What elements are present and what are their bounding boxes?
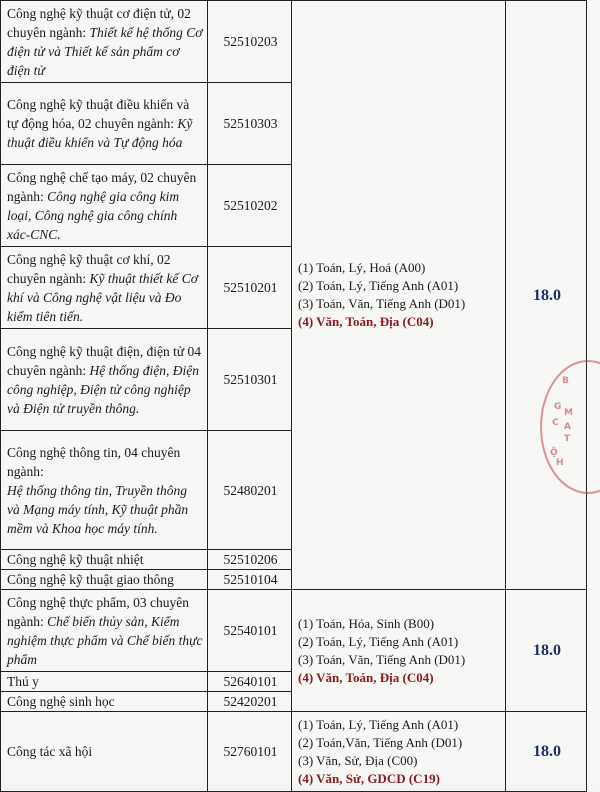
combo-line: (3) Toán, Văn, Tiếng Anh (D01) bbox=[298, 651, 466, 667]
major-code-cell: 52510301 bbox=[208, 329, 292, 431]
stamp-letter: G bbox=[554, 402, 562, 412]
combo-line-highlight: (4) Văn, Toán, Địa (C04) bbox=[298, 314, 434, 329]
combo-line: (2) Toán,Văn, Tiếng Anh (D01) bbox=[298, 734, 463, 750]
table-row bbox=[1, 590, 587, 672]
combo-line: (1) Toán, Hóa, Sinh (B00) bbox=[298, 615, 435, 631]
score-cell: 18.0 bbox=[506, 712, 587, 792]
major-code-cell: 52510303 bbox=[208, 83, 292, 165]
major-code-cell: 52510104 bbox=[208, 570, 292, 590]
table-row bbox=[1, 1, 587, 83]
major-name-cell: Công tác xã hội bbox=[1, 712, 208, 792]
combo-line: (3) Văn, Sử, Địa (C00) bbox=[298, 752, 418, 768]
major-code-cell: 52510202 bbox=[208, 165, 292, 247]
major-name-cell: Thú y bbox=[1, 672, 208, 692]
major-name-cell: Công nghệ thông tin, 04 chuyên ngành: Hệ thống thông tin, Truyền thông và Mạng máy tính, Kỹ thuật phần mềm và Khoa học máy tính. bbox=[1, 431, 208, 550]
major-name-cell: Công nghệ kỹ thuật nhiệt bbox=[1, 550, 208, 570]
major-name-cell: Công nghệ kỹ thuật cơ khí, 02 chuyên ngành: Kỹ thuật thiết kế Cơ khí và Công nghệ vật liệu và Đo kiểm tiên tiến. bbox=[1, 247, 208, 329]
combo-line: (2) Toán, Lý, Tiếng Anh (A01) bbox=[298, 278, 459, 293]
subject-combos-cell bbox=[292, 712, 506, 792]
stamp-letter: M bbox=[564, 408, 573, 418]
major-code-cell: 52510201 bbox=[208, 247, 292, 329]
stamp-letter: A bbox=[564, 422, 571, 432]
major-name-cell: Công nghệ kỹ thuật giao thông bbox=[1, 570, 208, 590]
major-code-cell: 52540101 bbox=[208, 590, 292, 672]
combo-line: (1) Toán, Lý, Tiếng Anh (A01) bbox=[298, 716, 459, 732]
major-name-cell: Công nghệ kỹ thuật điện, điện tử 04 chuyên ngành: Hệ thống điện, Điện công nghiệp, Điện tử công nghiệp và Điện tử truyền thông. bbox=[1, 329, 208, 431]
subject-combos-cell bbox=[292, 590, 506, 712]
major-code-cell: 52420201 bbox=[208, 692, 292, 712]
score-cell: 18.0 bbox=[506, 1, 587, 590]
combo-line-highlight: (4) Văn, Sử, GDCD (C19) bbox=[298, 770, 440, 786]
combo-line: (1) Toán, Lý, Hoá (A00) bbox=[298, 260, 426, 275]
major-code-cell: 52510203 bbox=[208, 1, 292, 83]
major-name-cell: Công nghệ chế tạo máy, 02 chuyên ngành: Công nghệ gia công kim loại, Công nghệ gia công chính xác-CNC. bbox=[1, 165, 208, 247]
score-cell: 18.0 bbox=[506, 590, 587, 712]
major-code-cell: 52640101 bbox=[208, 672, 292, 692]
subject-combos-cell bbox=[292, 1, 506, 590]
major-code-cell: 52760101 bbox=[208, 712, 292, 792]
major-name-cell: Công nghệ kỹ thuật điều khiển và tự động hóa, 02 chuyên ngành: Kỹ thuật điều khiển và Tự động hóa bbox=[1, 83, 208, 165]
major-name-cell: Công nghệ kỹ thuật cơ điện tử, 02 chuyên ngành: Thiết kế hệ thống Cơ điện tử và Thiết kế sản phẩm cơ điện tử bbox=[1, 1, 208, 83]
major-code-cell: 52480201 bbox=[208, 431, 292, 550]
combo-line: (3) Toán, Văn, Tiếng Anh (D01) bbox=[298, 296, 466, 311]
stamp-letter: H bbox=[556, 458, 564, 468]
stamp-letter: B bbox=[562, 376, 569, 386]
stamp-letter: Ộ bbox=[550, 448, 558, 458]
major-name-cell: Công nghệ sinh học bbox=[1, 692, 208, 712]
stamp-letter: C bbox=[552, 418, 559, 428]
stamp-letter: T bbox=[564, 434, 571, 444]
combo-line-highlight: (4) Văn, Toán, Địa (C04) bbox=[298, 669, 434, 685]
table-row bbox=[1, 712, 587, 792]
combo-line: (2) Toán, Lý, Tiếng Anh (A01) bbox=[298, 633, 459, 649]
major-code-cell: 52510206 bbox=[208, 550, 292, 570]
major-name-cell: Công nghệ thực phẩm, 03 chuyên ngành: Chế biến thủy sản, Kiểm nghiệm thực phẩm và Chế biến thực phẩm bbox=[1, 590, 208, 672]
